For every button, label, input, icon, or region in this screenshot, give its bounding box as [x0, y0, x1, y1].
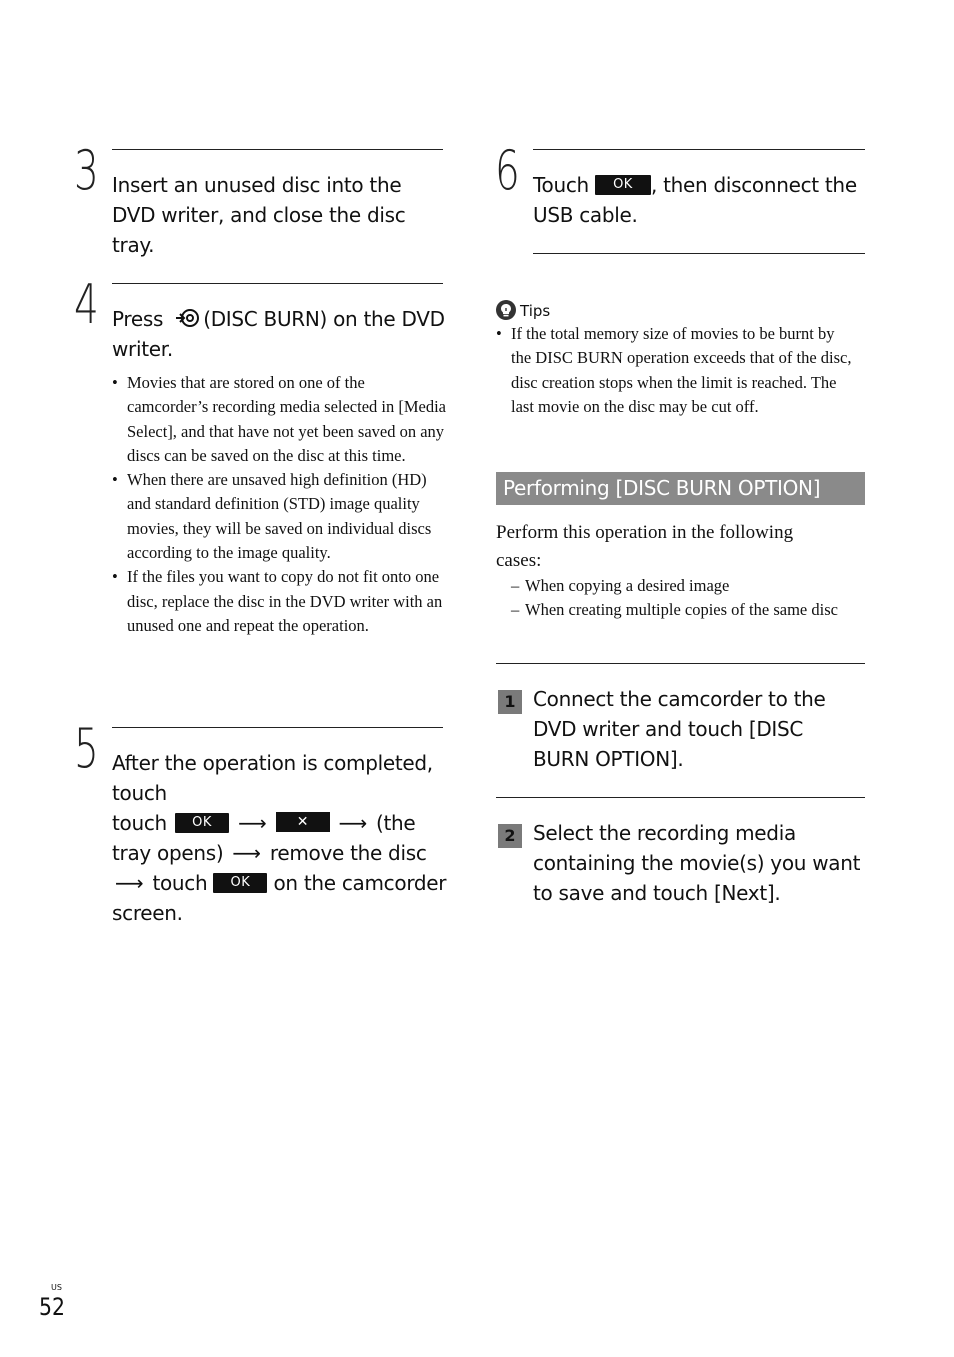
- tips-heading: Tips: [496, 300, 550, 321]
- substep-2-text: Select the recording media containing the movie(s) you want to save and touch [Next].: [533, 821, 861, 905]
- step-4-after-icon: (DISC BURN) on the DVD writer.: [112, 307, 445, 361]
- list-item: • If the files you want to copy do not fit onto one disc, replace the disc in the DVD writer with an unused one and repeat the operation.: [112, 567, 443, 635]
- rule-substep-2: [496, 797, 865, 798]
- page-number: 52: [39, 1293, 65, 1321]
- section-cases: [511, 574, 856, 622]
- rule-step-4: [112, 283, 443, 284]
- section-intro: Perform this operation in the following cases:: [496, 522, 794, 571]
- ok-button-icon: OK: [175, 813, 229, 833]
- rule-step-6-bottom: [533, 253, 865, 254]
- arrow-right-icon: ⟶: [238, 811, 267, 835]
- page-region-label: US: [51, 1283, 62, 1292]
- step-4-text: [112, 304, 447, 364]
- substep-number-1: 1: [498, 690, 522, 714]
- list-item: – When copying a desired image: [511, 576, 730, 595]
- ok-button-icon: OK: [213, 873, 267, 893]
- arrow-right-icon: ⟶: [115, 871, 144, 895]
- step-number-5: 5: [74, 717, 99, 780]
- step-number-6: 6: [495, 139, 520, 202]
- ok-button-icon: OK: [595, 175, 651, 195]
- rule-step-5: [112, 727, 443, 728]
- arrow-right-icon: ⟶: [232, 841, 261, 865]
- tips-list: [496, 322, 856, 419]
- list-item: • When there are unsaved high definition (HD) and standard definition (STD) image quality movies, they will be saved on individual discs according to the image quality.: [112, 470, 432, 563]
- list-item: • Movies that are stored on one of the camcorder’s recording media selected in [Media Select], and that have not yet been saved on any discs can be saved on the disc at this time.: [112, 373, 447, 465]
- list-item: – When creating multiple copies of the same disc: [511, 600, 838, 619]
- list-item: • If the total memory size of movies to be burnt by the DISC BURN operation exceeds that of the disc, disc creation stops when the limit is reached. The last movie on the disc may be cut off.: [496, 324, 852, 416]
- step-3-text: Insert an unused disc into the DVD writer, and close the disc tray.: [112, 173, 406, 257]
- step-4-notes: [112, 371, 447, 638]
- close-button-icon: ✕: [276, 812, 330, 832]
- arrow-right-icon: ⟶: [338, 811, 367, 835]
- tips-lightbulb-icon: [496, 300, 516, 320]
- rule-step-6-top: [533, 149, 865, 150]
- step-number-3: 3: [74, 139, 99, 202]
- substep-1-text: Connect the camcorder to the DVD writer and touch [DISC BURN OPTION].: [533, 687, 826, 771]
- step-4-press: Press: [112, 307, 164, 331]
- step-6-text: Touch OK , then disconnect the USB cable.: [533, 173, 857, 227]
- disc-burn-icon: [175, 307, 201, 329]
- section-heading: Performing [DISC BURN OPTION]: [496, 472, 865, 505]
- substep-number-2: 2: [498, 824, 522, 848]
- step-number-4: 4: [74, 273, 99, 336]
- rule-step-3: [112, 149, 443, 150]
- step-5-text: After the operation is completed, touch touch OK ⟶ ✕ ⟶ (the tray opens) ⟶ remove the disc ⟶ touch OK on the camcorder screen.: [112, 751, 447, 925]
- rule-substep-1: [496, 663, 865, 664]
